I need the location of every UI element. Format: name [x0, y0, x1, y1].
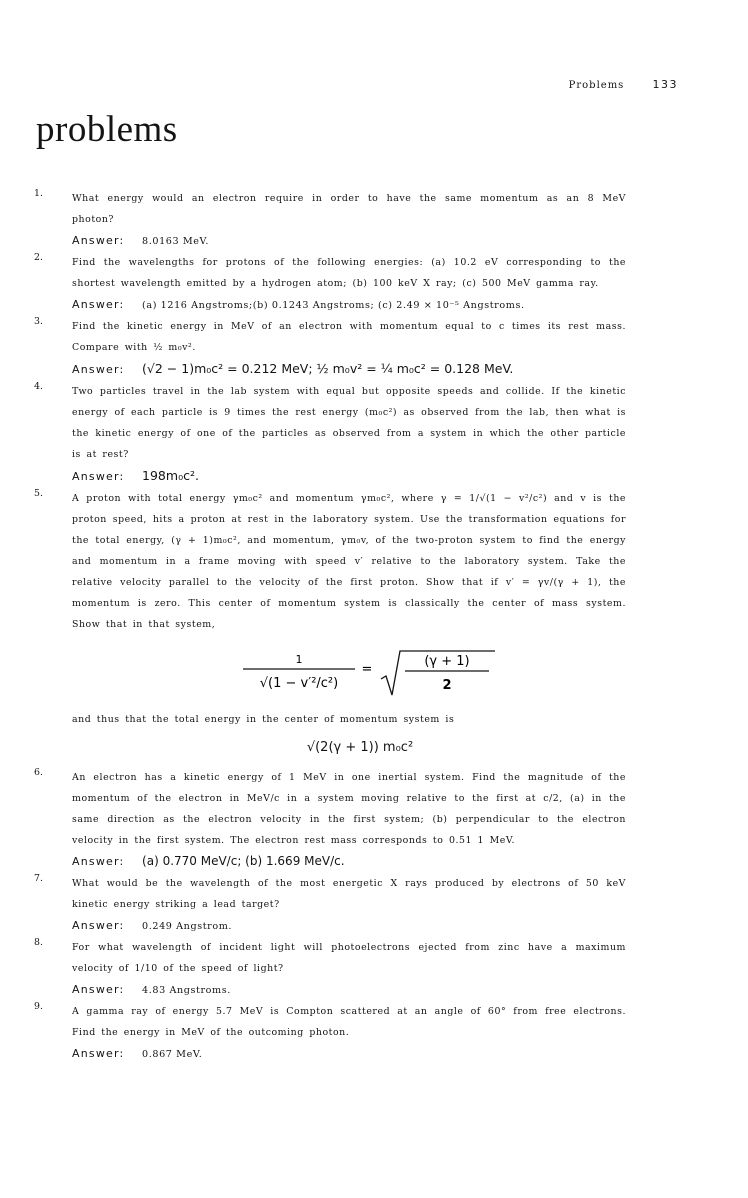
problem-text: Find the wavelengths for protons of the following energies: (a) 10.2 eV corresponding to the shortest wavelength emitted by a hydrogen atom; (b) 100 keV X ray; (c) 500 MeV gamma ray. — [72, 257, 626, 289]
answer — [72, 358, 626, 381]
equals-sign: = — [361, 662, 373, 677]
equation-total-energy: √(2(γ + 1)) m₀c² — [306, 740, 414, 755]
answer-value: 8.0163 MeV. — [142, 236, 210, 247]
problem-text: For what wavelength of incident light will photoelectrons ejected from zinc have a maximum velocity of 1/10 of the speed of light? — [72, 942, 626, 974]
problem-5 — [34, 488, 626, 767]
problem-text: An electron has a kinetic energy of 1 MeV in one inertial system. Find the magnitude of the momentum of the electron in MeV/c in a system moving relative to the first at c/2, (a) in the same direction as the electron velocity in the first system; (b) perpendicular to the electron velocity in the first system. The electron rest mass corresponds to 0.51 1 MeV. — [72, 772, 626, 846]
answer-value: 0.867 MeV. — [142, 1049, 203, 1060]
problem-4 — [34, 381, 626, 488]
equation-graphic — [239, 649, 499, 699]
answer-value: (a) 1216 Angstroms;(b) 0.1243 Angstroms; (c) 2.49 × 10⁻⁵ Angstroms. — [142, 300, 525, 311]
problem-7 — [34, 873, 626, 937]
answer-label: Answer: — [72, 983, 125, 996]
problem-text-continued: and thus that the total energy in the center of momentum system is — [72, 714, 455, 725]
answer — [72, 230, 626, 252]
page-title: problems — [36, 109, 178, 150]
answer — [72, 851, 626, 873]
problem-2 — [34, 252, 626, 316]
answer-value: 0.249 Angstrom. — [142, 921, 233, 932]
lhs-denominator: √(1 − v′²/c²) — [259, 676, 339, 691]
answer-label: Answer: — [72, 855, 125, 868]
problem-text: Two particles travel in the lab system with equal but opposite speeds and collide. If the kinetic energy of each particle is 9 times the rest energy (m₀c²) as observed from the lab, then what is the kinetic energy of one of the particles as observed from a system in which the other particle is at rest? — [72, 386, 626, 460]
answer-label: Answer: — [72, 363, 125, 376]
problem-number: 7. — [34, 873, 43, 884]
answer — [72, 1043, 626, 1065]
answer — [72, 294, 626, 316]
problem-3 — [34, 316, 626, 381]
answer-label: Answer: — [72, 470, 125, 483]
problem-list — [34, 188, 626, 1065]
problem-9 — [34, 1001, 626, 1065]
problem-text: What would be the wavelength of the most energetic X rays produced by electrons of 50 keV kinetic energy striking a lead target? — [72, 878, 626, 910]
equation-gamma-relation — [112, 649, 626, 699]
problem-8 — [34, 937, 626, 1001]
problem-number: 2. — [34, 252, 43, 263]
rhs-denominator: 2 — [442, 678, 452, 693]
section-name: Problems — [568, 80, 625, 91]
problem-number: 3. — [34, 316, 43, 327]
problem-text: A proton with total energy γm₀c² and momentum γm₀c², where γ = 1/√(1 − v²/c²) and v is the proton speed, hits a proton at rest in the laboratory system. Use the transformation equations for the total energy, (γ + 1)m₀c², and momentum, γm₀v, of the two-proton system to find the energy and momentum in a frame moving with speed v′ relative to the laboratory system. Take the relative velocity parallel to the velocity of the first proton. Show that if v′ = γv/(γ + 1), the momentum is zero. This center of momentum system is classically the center of mass system. Show that in that system, — [72, 493, 626, 630]
answer-value: (a) 0.770 MeV/c; (b) 1.669 MeV/c. — [142, 854, 345, 868]
answer-value: 198m₀c². — [142, 468, 199, 483]
problem-number: 4. — [34, 381, 43, 392]
problem-text: What energy would an electron require in order to have the same momentum as an 8 MeV photon? — [72, 193, 626, 225]
answer-value: (√2 − 1)m₀c² = 0.212 MeV; ½ m₀v² = ¼ m₀c² = 0.128 MeV. — [142, 361, 514, 376]
problem-text: Find the kinetic energy in MeV of an electron with momentum equal to c times its rest mass. Compare with ½ m₀v². — [72, 321, 626, 353]
problem-number: 6. — [34, 767, 43, 778]
problem-1 — [34, 188, 626, 252]
answer-label: Answer: — [72, 298, 125, 311]
problem-number: 8. — [34, 937, 43, 948]
answer — [72, 979, 626, 1001]
lhs-numerator: 1 — [295, 653, 303, 666]
answer-label: Answer: — [72, 1047, 125, 1060]
answer — [72, 465, 626, 488]
problem-text: A gamma ray of energy 5.7 MeV is Compton scattered at an angle of 60° from free electrons. Find the energy in MeV of the outcoming photon. — [72, 1006, 626, 1038]
answer-label: Answer: — [72, 919, 125, 932]
page-number: 133 — [652, 78, 678, 91]
answer — [72, 915, 626, 937]
rhs-numerator: (γ + 1) — [424, 654, 470, 669]
problem-number: 9. — [34, 1001, 43, 1012]
problem-number: 5. — [34, 488, 43, 499]
answer-label: Answer: — [72, 234, 125, 247]
problem-number: 1. — [34, 188, 43, 199]
running-header — [569, 78, 678, 91]
answer-value: 4.83 Angstroms. — [142, 985, 231, 996]
problem-6 — [34, 767, 626, 873]
